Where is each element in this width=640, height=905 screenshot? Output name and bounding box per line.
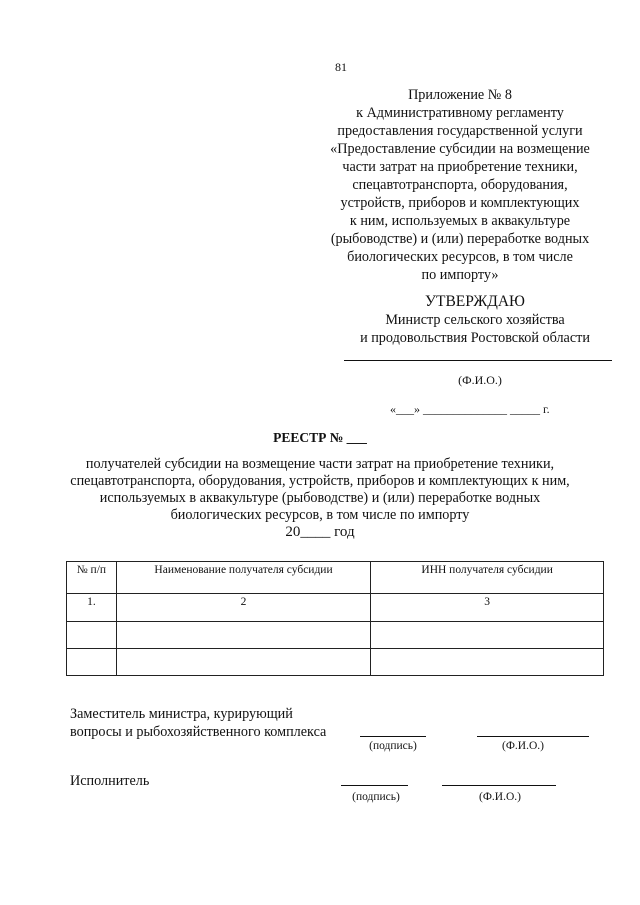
registry-description-line: используемых в аквакультуре (рыбоводстве) и (или) переработке водных (99, 490, 541, 506)
executor-fio-line (442, 785, 556, 786)
executor-fio-label: (Ф.И.О.) (479, 791, 521, 803)
header-cell-name: Наименование получателя субсидии (116, 562, 371, 594)
appendix-line: к Административному регламенту (356, 105, 564, 121)
approval-block (330, 292, 620, 347)
registry-table (66, 561, 604, 676)
table-row (67, 649, 604, 676)
appendix-line: предоставления государственной услуги (337, 123, 583, 139)
page-number: 81 (335, 60, 347, 74)
executor-signature-line (341, 785, 408, 786)
deputy-signature-line (360, 736, 426, 737)
table-header-row (67, 562, 604, 594)
appendix-header (300, 86, 620, 284)
minister-signature-line (344, 360, 612, 361)
appendix-line: «Предоставление субсидии на возмещение (330, 141, 590, 157)
deputy-fio-label: (Ф.И.О.) (502, 740, 544, 752)
registry-description-line: биологических ресурсов, в том числе по импорту (170, 507, 470, 523)
header-cell-inn: ИНН получателя субсидии (371, 562, 604, 594)
approval-date-line: «___» ______________ _____ г. (390, 402, 550, 416)
appendix-line: (рыбоводстве) и (или) переработке водных (330, 231, 590, 247)
registry-description-line: спецавтотранспорта, оборудования, устройств, приборов и комплектующих к ним, (70, 473, 570, 489)
table-cell (371, 649, 604, 676)
appendix-line: устройств, приборов и комплектующих (340, 195, 580, 211)
appendix-line: части затрат на приобретение техники, (342, 159, 578, 175)
registry-title: РЕЕСТР № ___ (273, 430, 367, 445)
appendix-line: к ним, используемых в аквакультуре (349, 213, 571, 229)
deputy-fio-line (477, 736, 589, 737)
table-cell: 2 (116, 594, 371, 622)
registry-description-line: получателей субсидии на возмещение части затрат на приобретение техники, (85, 456, 555, 472)
deputy-signature-label: (подпись) (369, 740, 417, 752)
table-cell (67, 649, 117, 676)
approval-line: и продовольствия Ростовской области (360, 330, 590, 346)
table-row (67, 594, 604, 622)
deputy-line: вопросы и рыбохозяйственного комплекса (70, 724, 327, 740)
appendix-line: по импорту» (421, 267, 499, 283)
deputy-minister-label (70, 705, 360, 741)
registry-description (50, 456, 590, 541)
registry-year: 20____ год (285, 524, 355, 540)
deputy-line: Заместитель министра, курирующий (70, 706, 293, 722)
minister-fio-label: (Ф.И.О.) (458, 373, 502, 387)
header-cell-number: № п/п (67, 562, 117, 594)
table-cell: 1. (67, 594, 117, 622)
approval-title: УТВЕРЖДАЮ (425, 293, 525, 310)
table-cell (67, 622, 117, 649)
table-cell (116, 622, 371, 649)
table-cell (116, 649, 371, 676)
approval-line: Министр сельского хозяйства (385, 312, 565, 328)
appendix-line: спецавтотранспорта, оборудования, (352, 177, 568, 193)
executor-signature-label: (подпись) (352, 791, 400, 803)
appendix-line: биологических ресурсов, в том числе (347, 249, 573, 265)
executor-label: Исполнитель (70, 773, 150, 789)
table-cell: 3 (371, 594, 604, 622)
table-cell (371, 622, 604, 649)
table-row (67, 622, 604, 649)
appendix-line: Приложение № 8 (408, 87, 512, 103)
